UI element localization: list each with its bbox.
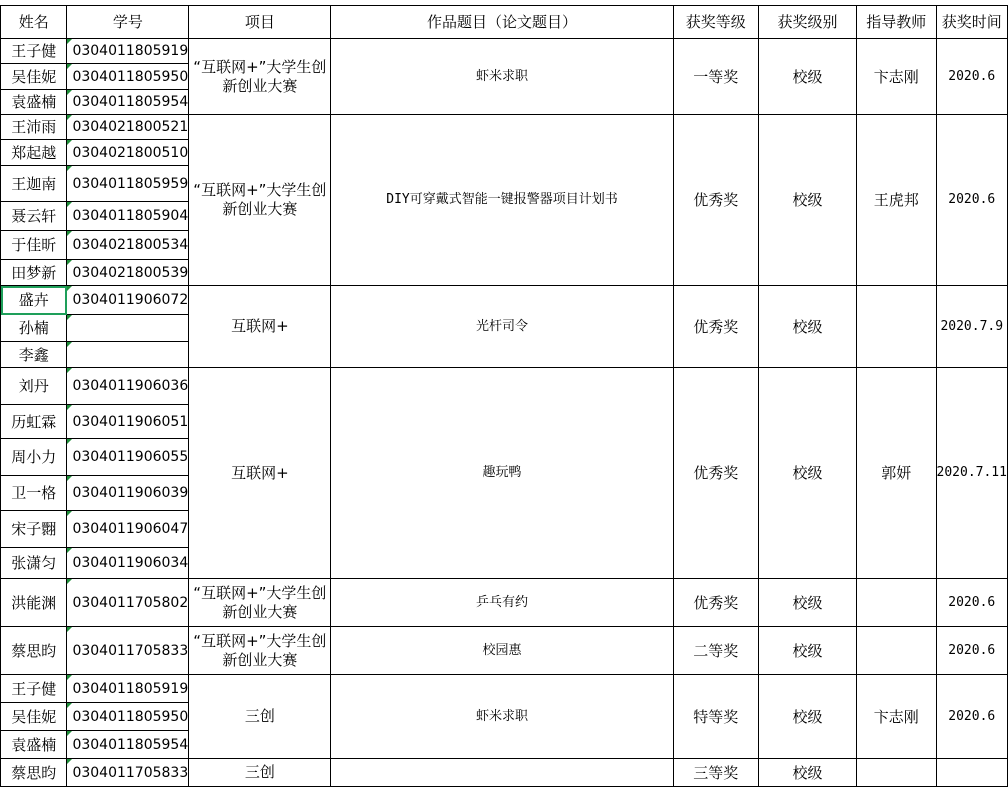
cell-student-name[interactable]: 李鑫 xyxy=(1,342,67,368)
table-row xyxy=(1,286,1008,315)
table-row xyxy=(1,627,1008,675)
cell-student-id[interactable]: 0304011805919 xyxy=(67,675,189,703)
cell-student-id[interactable]: 0304011805950 xyxy=(67,703,189,731)
cell-advisor[interactable] xyxy=(856,759,936,787)
cell-student-name[interactable]: 卫一格 xyxy=(1,476,67,511)
cell-award-level[interactable]: 校级 xyxy=(758,286,856,368)
cell-title[interactable] xyxy=(331,759,673,787)
cell-student-id[interactable]: 0304011705833 xyxy=(67,627,189,675)
cell-student-id[interactable] xyxy=(67,342,189,368)
cell-student-id[interactable]: 0304011906072 xyxy=(67,286,189,315)
header-row xyxy=(1,6,1008,39)
cell-student-name[interactable]: 刘丹 xyxy=(1,368,67,405)
cell-award-grade[interactable]: 优秀奖 xyxy=(673,115,758,286)
cell-advisor[interactable] xyxy=(856,627,936,675)
cell-award-time[interactable] xyxy=(936,759,1008,787)
cell-title[interactable]: 趣玩鸭 xyxy=(331,368,673,579)
cell-student-name[interactable]: 袁盛楠 xyxy=(1,90,67,115)
cell-project[interactable]: “互联网+”大学生创新创业大赛 xyxy=(189,115,331,286)
header-award-level[interactable]: 获奖级别 xyxy=(758,6,856,39)
table-row xyxy=(1,368,1008,405)
cell-student-name[interactable]: 盛卉 xyxy=(1,286,67,315)
cell-award-grade[interactable]: 二等奖 xyxy=(673,627,758,675)
cell-student-name[interactable]: 历虹霖 xyxy=(1,405,67,439)
cell-student-name[interactable]: 蔡思昀 xyxy=(1,759,67,787)
cell-student-name[interactable]: 王子健 xyxy=(1,39,67,64)
cell-award-time[interactable]: 2020.6 xyxy=(936,579,1008,627)
cell-award-level[interactable]: 校级 xyxy=(758,368,856,579)
cell-student-name[interactable]: 周小力 xyxy=(1,439,67,476)
cell-award-grade[interactable]: 优秀奖 xyxy=(673,368,758,579)
cell-award-grade[interactable]: 三等奖 xyxy=(673,759,758,787)
cell-student-name[interactable]: 田梦新 xyxy=(1,260,67,286)
cell-student-id[interactable]: 0304011805950 xyxy=(67,64,189,90)
cell-project[interactable]: 三创 xyxy=(189,675,331,759)
cell-student-id[interactable]: 0304011906051 xyxy=(67,405,189,439)
cell-award-time[interactable]: 2020.6 xyxy=(936,115,1008,286)
cell-award-level[interactable]: 校级 xyxy=(758,675,856,759)
header-name[interactable]: 姓名 xyxy=(1,6,67,39)
cell-student-name[interactable]: 吴佳妮 xyxy=(1,703,67,731)
cell-student-id[interactable]: 0304011906039 xyxy=(67,476,189,511)
cell-project[interactable]: “互联网+”大学生创新创业大赛 xyxy=(189,39,331,115)
table-row xyxy=(1,579,1008,627)
cell-student-name[interactable]: 郑起越 xyxy=(1,140,67,166)
cell-award-level[interactable]: 校级 xyxy=(758,579,856,627)
cell-student-id[interactable]: 0304021800510 xyxy=(67,140,189,166)
cell-title[interactable]: DIY可穿戴式智能一键报警器项目计划书 xyxy=(331,115,673,286)
cell-award-level[interactable]: 校级 xyxy=(758,39,856,115)
cell-award-level[interactable]: 校级 xyxy=(758,627,856,675)
cell-student-name[interactable]: 孙楠 xyxy=(1,315,67,342)
cell-title[interactable]: 校园惠 xyxy=(331,627,673,675)
cell-student-id[interactable]: 0304011805954 xyxy=(67,731,189,759)
cell-title[interactable]: 乒乓有约 xyxy=(331,579,673,627)
cell-student-name[interactable]: 于佳昕 xyxy=(1,231,67,260)
cell-advisor[interactable]: 王虎邦 xyxy=(856,115,936,286)
header-award-time[interactable]: 获奖时间 xyxy=(936,6,1008,39)
cell-title[interactable]: 虾米求职 xyxy=(331,39,673,115)
cell-student-id[interactable]: 0304011805954 xyxy=(67,90,189,115)
cell-student-name[interactable]: 王迦南 xyxy=(1,166,67,202)
cell-advisor[interactable] xyxy=(856,579,936,627)
award-table xyxy=(0,5,1008,787)
cell-student-id[interactable]: 0304021800521 xyxy=(67,115,189,140)
cell-student-id[interactable]: 0304021800539 xyxy=(67,260,189,286)
cell-student-id[interactable] xyxy=(67,315,189,342)
cell-award-time[interactable]: 2020.6 xyxy=(936,675,1008,759)
cell-advisor[interactable]: 郭妍 xyxy=(856,368,936,579)
cell-student-id[interactable]: 0304011805919 xyxy=(67,39,189,64)
cell-student-name[interactable]: 王沛雨 xyxy=(1,115,67,140)
header-advisor[interactable]: 指导教师 xyxy=(856,6,936,39)
table-row xyxy=(1,759,1008,787)
cell-student-id[interactable]: 0304011906055 xyxy=(67,439,189,476)
cell-award-grade[interactable]: 一等奖 xyxy=(673,39,758,115)
cell-student-id[interactable]: 0304011906034 xyxy=(67,548,189,579)
cell-award-time[interactable]: 2020.6 xyxy=(936,627,1008,675)
cell-student-name[interactable]: 王子健 xyxy=(1,675,67,703)
cell-student-id[interactable]: 0304011805959 xyxy=(67,166,189,202)
cell-student-id[interactable]: 0304011906047 xyxy=(67,511,189,548)
cell-advisor[interactable]: 卞志刚 xyxy=(856,675,936,759)
cell-award-grade[interactable]: 优秀奖 xyxy=(673,286,758,368)
cell-project[interactable]: “互联网+”大学生创新创业大赛 xyxy=(189,627,331,675)
cell-project[interactable]: 三创 xyxy=(189,759,331,787)
cell-student-id[interactable]: 0304011705802 xyxy=(67,579,189,627)
cell-award-grade[interactable]: 优秀奖 xyxy=(673,579,758,627)
cell-student-name[interactable]: 张潇匀 xyxy=(1,548,67,579)
cell-student-id[interactable]: 0304021800534 xyxy=(67,231,189,260)
header-student-id[interactable]: 学号 xyxy=(67,6,189,39)
cell-award-time[interactable]: 2020.6 xyxy=(936,39,1008,115)
cell-project[interactable]: 互联网+ xyxy=(189,368,331,579)
cell-student-name[interactable]: 宋子翾 xyxy=(1,511,67,548)
table-row xyxy=(1,39,1008,64)
cell-title[interactable]: 光杆司令 xyxy=(331,286,673,368)
cell-student-name[interactable]: 洪能渊 xyxy=(1,579,67,627)
cell-award-grade[interactable]: 特等奖 xyxy=(673,675,758,759)
header-project[interactable]: 项目 xyxy=(189,6,331,39)
cell-title[interactable]: 虾米求职 xyxy=(331,675,673,759)
cell-advisor[interactable]: 卞志刚 xyxy=(856,39,936,115)
cell-award-time[interactable]: 2020.7.9 xyxy=(936,286,1008,368)
cell-project[interactable]: “互联网+”大学生创新创业大赛 xyxy=(189,579,331,627)
cell-student-name[interactable]: 蔡思昀 xyxy=(1,627,67,675)
header-award-grade[interactable]: 获奖等级 xyxy=(673,6,758,39)
cell-student-name[interactable]: 袁盛楠 xyxy=(1,731,67,759)
cell-student-name[interactable]: 聂云轩 xyxy=(1,202,67,231)
header-title[interactable]: 作品题目（论文题目） xyxy=(331,6,673,39)
cell-award-level[interactable]: 校级 xyxy=(758,115,856,286)
cell-award-level[interactable]: 校级 xyxy=(758,759,856,787)
cell-student-name[interactable]: 吴佳妮 xyxy=(1,64,67,90)
cell-student-id[interactable]: 0304011906036 xyxy=(67,368,189,405)
cell-student-id[interactable]: 0304011805904 xyxy=(67,202,189,231)
cell-award-time[interactable]: 2020.7.11 xyxy=(936,368,1008,579)
table-row xyxy=(1,675,1008,703)
cell-project[interactable]: 互联网+ xyxy=(189,286,331,368)
cell-advisor[interactable] xyxy=(856,286,936,368)
table-row xyxy=(1,115,1008,140)
cell-student-id[interactable]: 0304011705833 xyxy=(67,759,189,787)
